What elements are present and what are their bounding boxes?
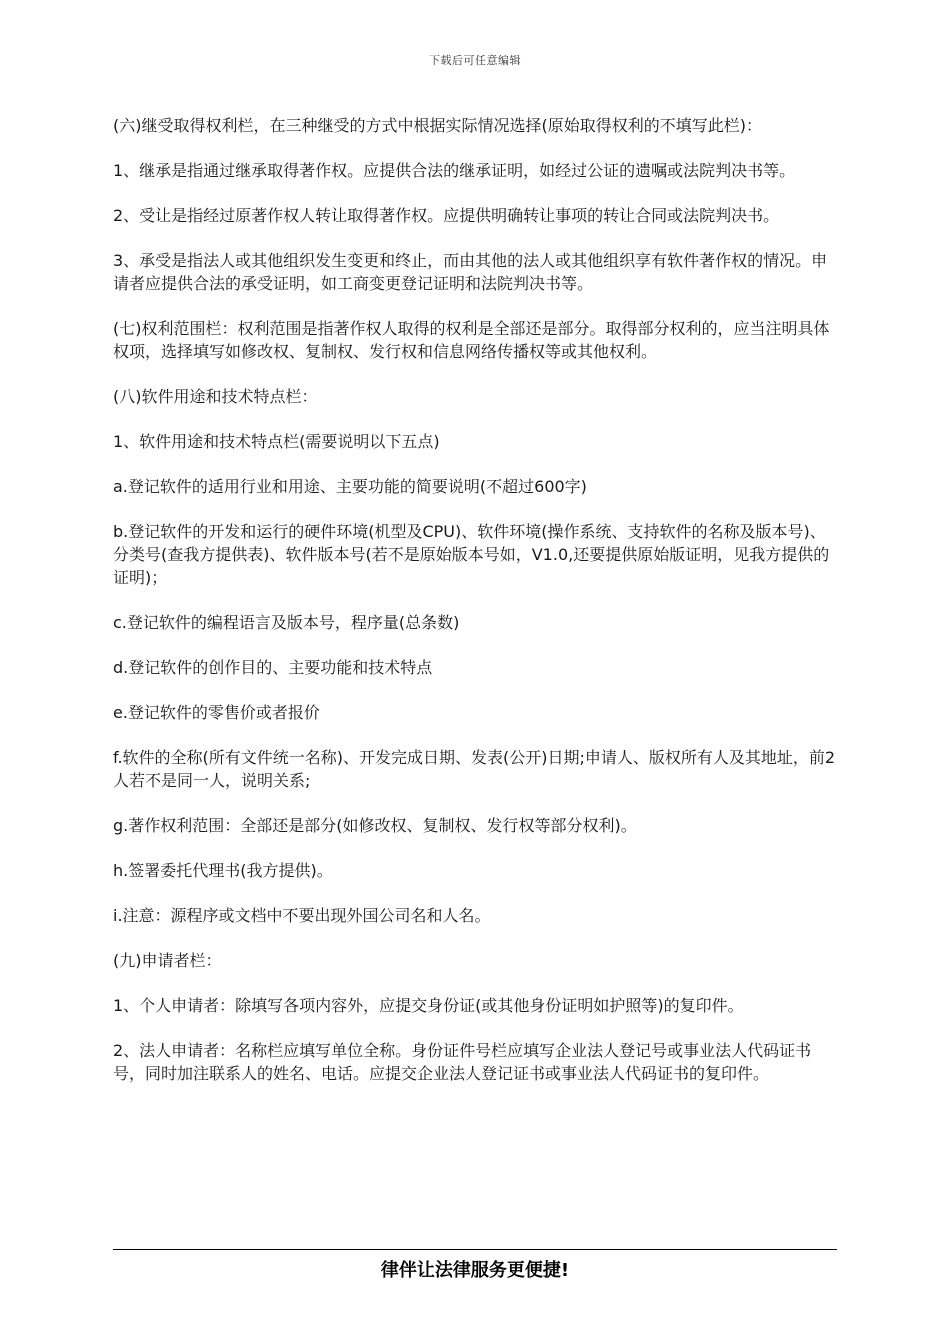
paragraph-item-a: a.登记软件的适用行业和用途、主要功能的简要说明(不超过600字) [113, 477, 587, 496]
paragraph-usage-intro: 1、软件用途和技术特点栏(需要说明以下五点) [113, 432, 440, 451]
paragraph-item-e: e.登记软件的零售价或者报价 [113, 703, 320, 722]
document-body [113, 114, 837, 1107]
page-header: 下载后可任意编辑 [429, 54, 521, 67]
page-footer: 律伴让法律服务更便捷! [380, 1260, 570, 1281]
paragraph-item-d: d.登记软件的创作目的、主要功能和技术特点 [113, 658, 433, 677]
paragraph-item-b: b.登记软件的开发和运行的硬件环境(机型及CPU)、软件环境(操作系统、支持软件的名称及版本号)、分类号(查我方提供表)、软件版本号(若不是原始版本号如，V1.0,还要提供原始版证明，见我方提供的证明)； [113, 522, 830, 587]
paragraph-applicant-section: (九)申请者栏： [113, 951, 222, 970]
footer-divider [113, 1249, 837, 1250]
paragraph-item-i: i.注意：源程序或文档中不要出现外国公司名和人名。 [113, 906, 491, 925]
paragraph-item-h: h.签署委托代理书(我方提供)。 [113, 861, 333, 880]
paragraph-legal-applicant: 2、法人申请者：名称栏应填写单位全称。身份证件号栏应填写企业法人登记号或事业法人代码证书号，同时加注联系人的姓名、电话。应提交企业法人登记证书或事业法人代码证书的复印件。 [113, 1041, 812, 1083]
paragraph-item-c: c.登记软件的编程语言及版本号，程序量(总条数) [113, 613, 460, 632]
paragraph-item-f: f.软件的全称(所有文件统一名称)、开发完成日期、发表(公开)日期;申请人、版权所有人及其地址，前2人若不是同一人，说明关系; [113, 748, 836, 790]
paragraph-inheritance-section: (六)继受取得权利栏，在三种继受的方式中根据实际情况选择(原始取得权利的不填写此栏)： [113, 116, 762, 135]
paragraph-rights-scope: (七)权利范围栏：权利范围是指著作权人取得的权利是全部还是部分。取得部分权利的，应当注明具体权项，选择填写如修改权、复制权、发行权和信息网络传播权等或其他权利。 [113, 319, 830, 361]
paragraph-succession: 3、承受是指法人或其他组织发生变更和终止，而由其他的法人或其他组织享有软件著作权的情况。申请者应提供合法的承受证明，如工商变更登记证明和法院判决书等。 [113, 251, 828, 293]
paragraph-inheritance: 1、继承是指通过继承取得著作权。应提供合法的继承证明，如经过公证的遗嘱或法院判决书等。 [113, 161, 796, 180]
paragraph-individual-applicant: 1、个人申请者：除填写各项内容外，应提交身份证(或其他身份证明如护照等)的复印件。 [113, 996, 744, 1015]
paragraph-usage-section: (八)软件用途和技术特点栏： [113, 387, 318, 406]
paragraph-transfer: 2、受让是指经过原著作权人转让取得著作权。应提供明确转让事项的转让合同或法院判决书。 [113, 206, 780, 225]
paragraph-item-g: g.著作权利范围：全部还是部分(如修改权、复制权、发行权等部分权利)。 [113, 816, 637, 835]
